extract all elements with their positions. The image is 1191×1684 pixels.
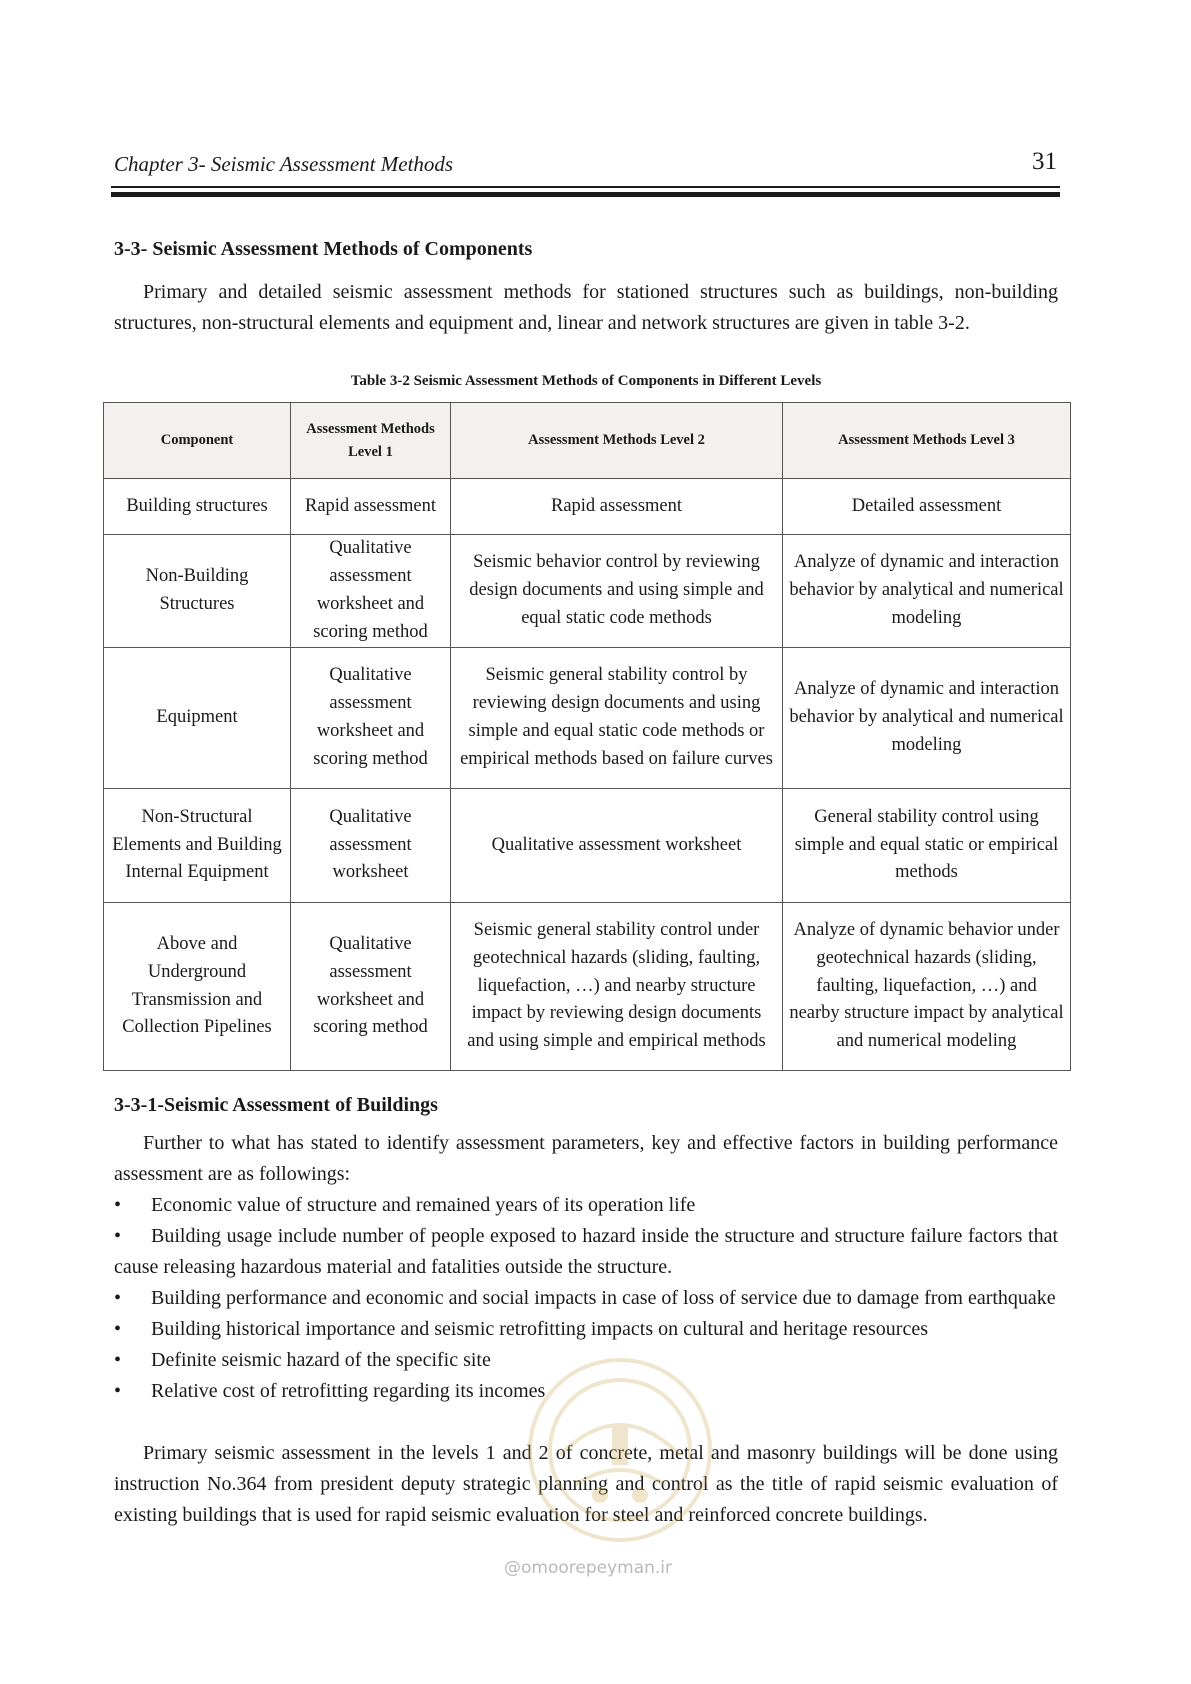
watermark-seal-icon bbox=[520, 1335, 720, 1565]
list-item-text: Relative cost of retrofitting regarding its incomes bbox=[151, 1380, 546, 1402]
page-number: 31 bbox=[1032, 148, 1057, 175]
table-row bbox=[104, 789, 1071, 903]
table-caption: Table 3-2 Seismic Assessment Methods of Components in Different Levels bbox=[350, 373, 822, 389]
table-row bbox=[104, 903, 1071, 1071]
bullet-icon: • bbox=[114, 1287, 122, 1309]
cell-component: Non-Structural Elements and Building Internal Equipment bbox=[104, 789, 291, 903]
cell-level-2: Seismic general stability control by reviewing design documents and using simple and equal static code methods or empirical methods based on failure curves bbox=[451, 648, 783, 789]
cell-component: Non-Building Structures bbox=[104, 535, 291, 648]
cell-level-1: Qualitative assessment worksheet and scoring method bbox=[291, 648, 451, 789]
table-row bbox=[104, 535, 1071, 648]
cell-level-2: Rapid assessment bbox=[451, 479, 783, 535]
header-level-1: Assessment Methods Level 1 bbox=[291, 403, 451, 479]
bullet-icon: • bbox=[114, 1194, 122, 1216]
bullet-icon: • bbox=[114, 1380, 122, 1402]
closing-paragraph: Primary seismic assessment in the levels 1 and 2 of concrete, metal and masonry buildings will be done using instruction No.364 from president deputy strategic planning and control as the title of rapid seismic evaluation of existing buildings that is used for rapid seismic evaluation for steel and reinforced concrete buildings. bbox=[114, 1442, 1058, 1526]
list-item-text: Definite seismic hazard of the specific site bbox=[151, 1349, 491, 1371]
cell-level-2: Qualitative assessment worksheet bbox=[451, 789, 783, 903]
bullet-icon: • bbox=[114, 1225, 122, 1247]
cell-level-3: General stability control using simple and equal static or empirical methods bbox=[783, 789, 1071, 903]
subsection-heading: 3-3-1-Seismic Assessment of Buildings bbox=[114, 1094, 438, 1116]
list-item-text: Building historical importance and seismic retrofitting impacts on cultural and heritage resources bbox=[151, 1318, 928, 1340]
cell-level-1: Qualitative assessment worksheet bbox=[291, 789, 451, 903]
bullet-icon: • bbox=[114, 1349, 122, 1371]
list-item-text: Building usage include number of people exposed to hazard inside the structure and structure failure factors that cause releasing hazardous material and fatalities outside the structure. bbox=[114, 1225, 1058, 1278]
table-row bbox=[104, 479, 1071, 535]
cell-component: Building structures bbox=[104, 479, 291, 535]
cell-level-1: Qualitative assessment worksheet and scoring method bbox=[291, 535, 451, 648]
list-item bbox=[114, 1221, 1058, 1283]
header-level-2: Assessment Methods Level 2 bbox=[451, 403, 783, 479]
list-item bbox=[114, 1283, 1058, 1314]
list-item-text: Economic value of structure and remained years of its operation life bbox=[151, 1194, 696, 1216]
cell-level-1: Qualitative assessment worksheet and scoring method bbox=[291, 903, 451, 1071]
subsection-intro: Further to what has stated to identify assessment parameters, key and effective factors in building performance assessment are as followings: bbox=[114, 1132, 1058, 1185]
header-component: Component bbox=[104, 403, 291, 479]
table-header-row bbox=[104, 403, 1071, 479]
section-heading: 3-3- Seismic Assessment Methods of Components bbox=[114, 238, 533, 260]
assessment-methods-table bbox=[103, 402, 1071, 1071]
cell-component: Above and Underground Transmission and Collection Pipelines bbox=[104, 903, 291, 1071]
watermark-text: @omoorepeyman.ir bbox=[504, 1558, 673, 1578]
bullet-icon: • bbox=[114, 1318, 122, 1340]
list-item-text: Building performance and economic and social impacts in case of loss of service due to damage from earthquake bbox=[151, 1287, 1056, 1309]
cell-level-2: Seismic behavior control by reviewing design documents and using simple and equal static code methods bbox=[451, 535, 783, 648]
page-header bbox=[114, 148, 1059, 178]
cell-level-3: Detailed assessment bbox=[783, 479, 1071, 535]
cell-level-3: Analyze of dynamic and interaction behavior by analytical and numerical modeling bbox=[783, 535, 1071, 648]
chapter-title: Chapter 3- Seismic Assessment Methods bbox=[114, 152, 454, 176]
list-item bbox=[114, 1190, 1058, 1221]
cell-level-2: Seismic general stability control under geotechnical hazards (sliding, faulting, liquefaction, …) and nearby structure impact by reviewing design documents and using simple and empirical methods bbox=[451, 903, 783, 1071]
section-intro: Primary and detailed seismic assessment methods for stationed structures such as buildings, non-building structures, non-structural elements and equipment and, linear and network structures are given in table 3-2. bbox=[114, 281, 1058, 334]
header-level-3: Assessment Methods Level 3 bbox=[783, 403, 1071, 479]
cell-level-3: Analyze of dynamic and interaction behavior by analytical and numerical modeling bbox=[783, 648, 1071, 789]
cell-level-1: Rapid assessment bbox=[291, 479, 451, 535]
cell-level-3: Analyze of dynamic behavior under geotechnical hazards (sliding, faulting, liquefaction, …) and nearby structure impact by analytical and numerical modeling bbox=[783, 903, 1071, 1071]
header-rule-thick bbox=[111, 192, 1060, 197]
table-row bbox=[104, 648, 1071, 789]
header-rule-thin bbox=[111, 186, 1060, 188]
cell-component: Equipment bbox=[104, 648, 291, 789]
